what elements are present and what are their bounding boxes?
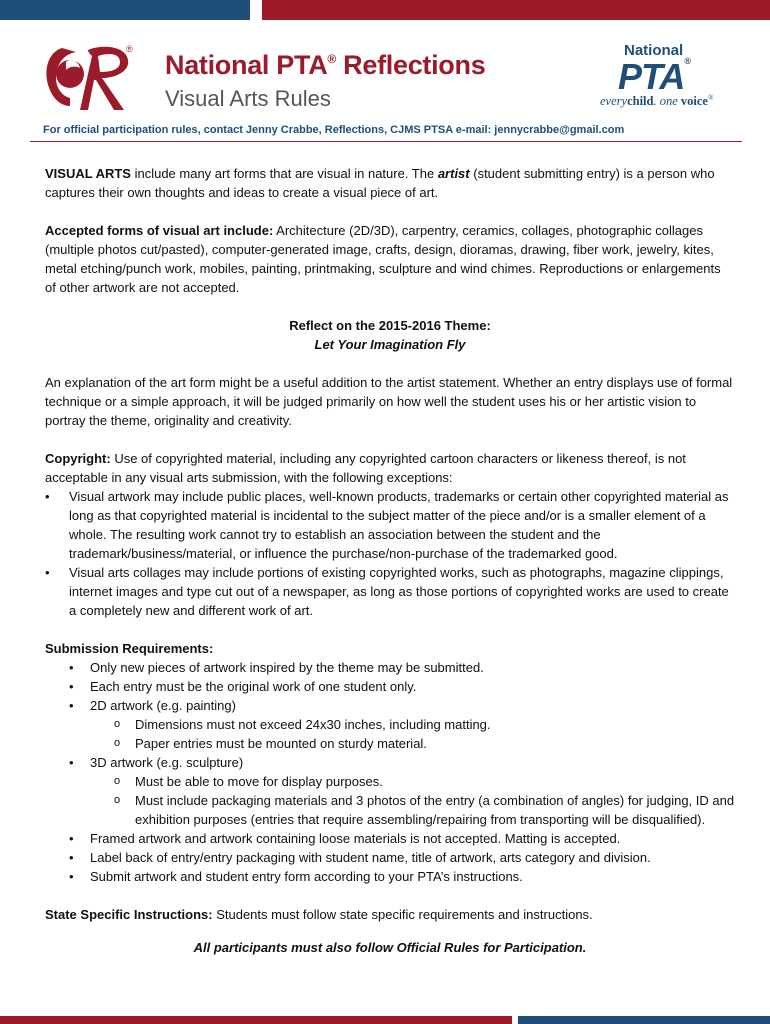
list-item: • Visual artwork may include public places, well-known products, trademarks or certain other copyrighted material as long as that copyrighted material is incidental to the subject matter of the piece and/or is a smaller element of a whole. The resulting work cannot try to establish an association between the student and the trademark/business/material, or influence the purchase/non-purchase of the trademarked good. [45, 487, 735, 563]
pta-tagline: everychild. one voice® [600, 94, 714, 109]
pta-national-label: National [624, 42, 684, 59]
list-item: o Paper entries must be mounted on sturdy material. [90, 734, 735, 753]
list-item: o Must be able to move for display purposes. [90, 772, 735, 791]
list-item: • Submit artwork and student entry form according to your PTA’s instructions. [45, 867, 735, 886]
list-item: • Label back of entry/entry packaging with student name, title of artwork, arts category and division. [45, 848, 735, 867]
list-item: • 3D artwork (e.g. sculpture) [45, 753, 735, 772]
accepted-forms-paragraph: Accepted forms of visual art include: Architecture (2D/3D), carpentry, ceramics, collages, photographic collages (multiple photos cut/pasted), computer-generated image, crafts, design, dioramas, drawing, fiber work, jewelry, kites, metal etching/punch work, mobiles, painting, printmaking, sculpture and wind chimes. Reproductions or enlargements of other artwork are not accepted. [45, 223, 721, 295]
page-title: National PTA® Reflections [165, 50, 486, 80]
theme-heading: Reflect on the 2015-2016 Theme: [289, 318, 491, 333]
bottom-bar-navy [518, 1016, 770, 1024]
submission-sublist-3d [45, 772, 735, 829]
logo-registered-mark: ® [126, 44, 133, 54]
top-bar-maroon [262, 0, 770, 20]
contact-line: For official participation rules, contact Jenny Crabbe, Reflections, CJMS PTSA e-mail: jennycrabbe@gmail.com [43, 124, 625, 136]
national-pta-logo [598, 42, 723, 114]
submission-list-rest [45, 829, 735, 886]
list-item: • Visual arts collages may include portions of existing copyrighted works, such as photographs, magazine clippings, internet images and type cut out of a newspaper, as long as those portions of copyrighted works are used to create a completely new and different work of art. [45, 563, 735, 620]
list-item: o Dimensions must not exceed 24x30 inches, including matting. [90, 715, 735, 734]
list-item: • Only new pieces of artwork inspired by the theme may be submitted. [45, 658, 735, 677]
document-body [45, 164, 735, 957]
copyright-exceptions-list [45, 487, 735, 620]
theme-title: Let Your Imagination Fly [314, 337, 466, 352]
intro-paragraph: VISUAL ARTS include many art forms that are visual in nature. The artist (student submitting entry) is a person who captures their own thoughts and ideas to create a visual piece of art. [45, 166, 715, 200]
list-item: o Must include packaging materials and 3 photos of the entry (a combination of angles) for judging, ID and exhibition purposes (entries that require assembling/repairing from transporting will be disqualified). [90, 791, 735, 829]
submission-heading: Submission Requirements: [45, 641, 214, 656]
list-item: • Framed artwork and artwork containing loose materials is not accepted. Matting is accepted. [45, 829, 735, 848]
copyright-paragraph: Copyright: Use of copyrighted material, including any copyrighted cartoon characters or likeness thereof, is not acceptable in any visual arts submission, with the following exceptions: [45, 451, 686, 485]
list-item: • 2D artwork (e.g. painting) [45, 696, 735, 715]
explanation-paragraph: An explanation of the art form might be a useful addition to the artist statement. Whether an entry displays use of formal technique or a simple approach, it will be judged primarily on how well the student uses his or her artistic vision to portray the theme, originality and creativity. [45, 375, 733, 428]
submission-list [45, 658, 735, 715]
state-instructions: State Specific Instructions: Students must follow state specific requirements and instructions. [45, 907, 593, 922]
submission-sublist-2d [45, 715, 735, 753]
submission-list-3d [45, 753, 735, 772]
list-item: • Each entry must be the original work of one student only. [45, 677, 735, 696]
page-subtitle: Visual Arts Rules [165, 86, 331, 111]
header-divider [30, 141, 742, 142]
pta-wordmark: PTA® [618, 56, 690, 97]
official-rules-note: All participants must also follow Official Rules for Participation. [193, 940, 587, 955]
bottom-bar-maroon [0, 1016, 512, 1024]
top-bar-navy [0, 0, 250, 20]
reflections-r-logo [40, 40, 140, 120]
